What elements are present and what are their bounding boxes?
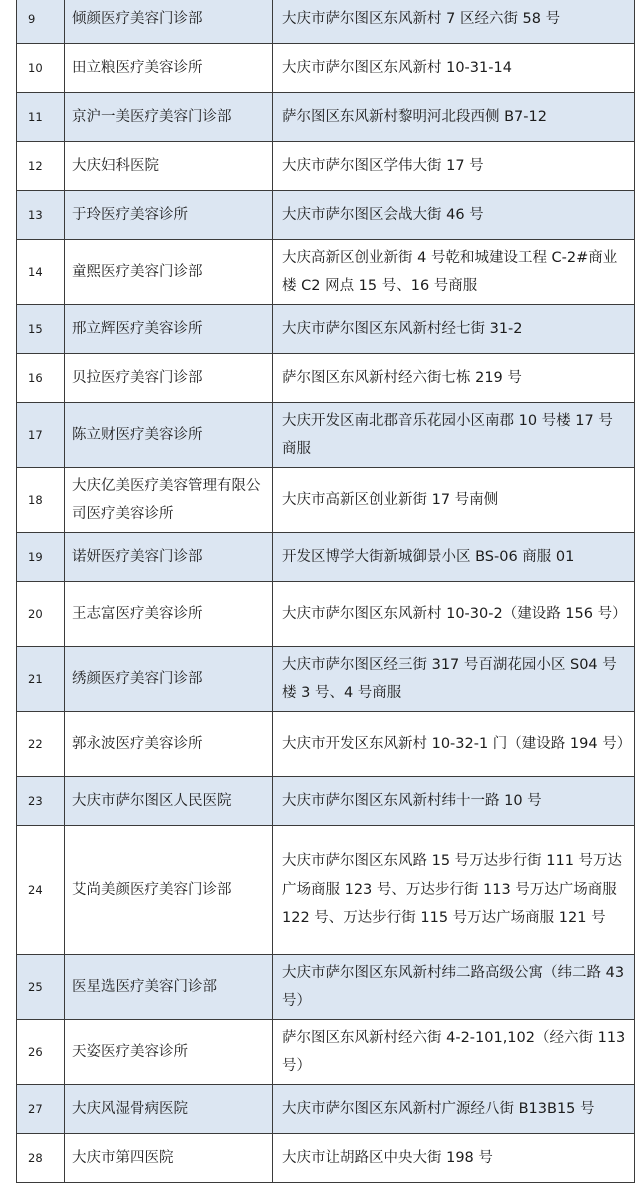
table-row	[17, 44, 635, 93]
institution-address-cell: 大庆市萨尔图区东风新村经七街 31-2	[273, 305, 635, 354]
table-row	[17, 1085, 635, 1134]
institution-address-cell: 大庆市让胡路区中央大街 198 号	[273, 1134, 635, 1183]
institution-address-cell: 大庆市萨尔图区学伟大街 17 号	[273, 142, 635, 191]
institution-name-cell: 陈立财医疗美容诊所	[65, 403, 273, 468]
row-number-cell: 10	[17, 44, 65, 93]
row-number-cell: 28	[17, 1134, 65, 1183]
institution-name-cell: 贝拉医疗美容门诊部	[65, 354, 273, 403]
row-number-cell: 19	[17, 533, 65, 582]
row-number-cell: 24	[17, 826, 65, 955]
row-number-cell: 25	[17, 955, 65, 1020]
institution-name-cell: 天姿医疗美容诊所	[65, 1020, 273, 1085]
table-row	[17, 826, 635, 955]
institution-address-cell: 大庆市萨尔图区会战大街 46 号	[273, 191, 635, 240]
institution-address-cell: 大庆市高新区创业新街 17 号南侧	[273, 468, 635, 533]
institution-address-cell: 大庆市萨尔图区东风新村 10-31-14	[273, 44, 635, 93]
table-row	[17, 142, 635, 191]
institution-name-cell: 郭永波医疗美容诊所	[65, 712, 273, 777]
institution-name-cell: 诺妍医疗美容门诊部	[65, 533, 273, 582]
row-number-cell: 20	[17, 582, 65, 647]
institution-name-cell: 邢立辉医疗美容诊所	[65, 305, 273, 354]
institution-address-cell: 大庆市开发区东风新村 10-32-1 门（建设路 194 号）	[273, 712, 635, 777]
institution-name-cell: 倾颜医疗美容门诊部	[65, 0, 273, 44]
institution-table	[16, 0, 635, 1183]
institution-address-cell: 大庆市萨尔图区东风新村纬二路高级公寓（纬二路 43 号）	[273, 955, 635, 1020]
institution-address-cell: 大庆市萨尔图区东风新村纬十一路 10 号	[273, 777, 635, 826]
institution-name-cell: 绣颜医疗美容门诊部	[65, 647, 273, 712]
row-number-cell: 9	[17, 0, 65, 44]
row-number-cell: 14	[17, 240, 65, 305]
institution-name-cell: 京沪一美医疗美容门诊部	[65, 93, 273, 142]
table-row	[17, 93, 635, 142]
institution-address-cell: 萨尔图区东风新村经六街 4-2-101,102（经六街 113 号）	[273, 1020, 635, 1085]
institution-address-cell: 大庆市萨尔图区东风新村 10-30-2（建设路 156 号）	[273, 582, 635, 647]
table-row	[17, 777, 635, 826]
row-number-cell: 26	[17, 1020, 65, 1085]
table-row	[17, 955, 635, 1020]
institution-name-cell: 医星选医疗美容门诊部	[65, 955, 273, 1020]
table-row	[17, 647, 635, 712]
table-row	[17, 240, 635, 305]
row-number-cell: 13	[17, 191, 65, 240]
table-row	[17, 305, 635, 354]
institution-name-cell: 大庆市萨尔图区人民医院	[65, 777, 273, 826]
table-row	[17, 191, 635, 240]
institution-address-cell: 大庆市萨尔图区经三街 317 号百湖花园小区 S04 号楼 3 号、4 号商服	[273, 647, 635, 712]
institution-name-cell: 于玲医疗美容诊所	[65, 191, 273, 240]
institution-name-cell: 大庆市第四医院	[65, 1134, 273, 1183]
institution-address-cell: 大庆市萨尔图区东风新村 7 区经六街 58 号	[273, 0, 635, 44]
table-row	[17, 1020, 635, 1085]
table-body	[17, 0, 635, 1183]
row-number-cell: 11	[17, 93, 65, 142]
institution-address-cell: 大庆开发区南北郡音乐花园小区南郡 10 号楼 17 号商服	[273, 403, 635, 468]
row-number-cell: 12	[17, 142, 65, 191]
table-row	[17, 582, 635, 647]
institution-address-cell: 萨尔图区东风新村黎明河北段西侧 B7-12	[273, 93, 635, 142]
institution-address-cell: 开发区博学大街新城御景小区 BS-06 商服 01	[273, 533, 635, 582]
row-number-cell: 17	[17, 403, 65, 468]
table-row	[17, 712, 635, 777]
table-row	[17, 533, 635, 582]
table-row	[17, 0, 635, 44]
row-number-cell: 23	[17, 777, 65, 826]
row-number-cell: 16	[17, 354, 65, 403]
table-row	[17, 1134, 635, 1183]
institution-name-cell: 田立粮医疗美容诊所	[65, 44, 273, 93]
institution-address-cell: 大庆高新区创业新街 4 号乾和城建设工程 C-2#商业楼 C2 网点 15 号、16 号商服	[273, 240, 635, 305]
row-number-cell: 27	[17, 1085, 65, 1134]
institution-name-cell: 大庆妇科医院	[65, 142, 273, 191]
institution-name-cell: 大庆亿美医疗美容管理有限公司医疗美容诊所	[65, 468, 273, 533]
institution-name-cell: 艾尚美颜医疗美容门诊部	[65, 826, 273, 955]
table-row	[17, 468, 635, 533]
row-number-cell: 18	[17, 468, 65, 533]
row-number-cell: 15	[17, 305, 65, 354]
institution-address-cell: 大庆市萨尔图区东风新村广源经八街 B13B15 号	[273, 1085, 635, 1134]
institution-name-cell: 童熙医疗美容门诊部	[65, 240, 273, 305]
institution-address-cell: 萨尔图区东风新村经六街七栋 219 号	[273, 354, 635, 403]
row-number-cell: 22	[17, 712, 65, 777]
institution-name-cell: 王志富医疗美容诊所	[65, 582, 273, 647]
table-row	[17, 354, 635, 403]
institution-address-cell: 大庆市萨尔图区东风路 15 号万达步行街 111 号万达广场商服 123 号、万达步行街 113 号万达广场商服 122 号、万达步行街 115 号万达广场商服 121 号	[273, 826, 635, 955]
row-number-cell: 21	[17, 647, 65, 712]
institution-name-cell: 大庆风湿骨病医院	[65, 1085, 273, 1134]
table-row	[17, 403, 635, 468]
